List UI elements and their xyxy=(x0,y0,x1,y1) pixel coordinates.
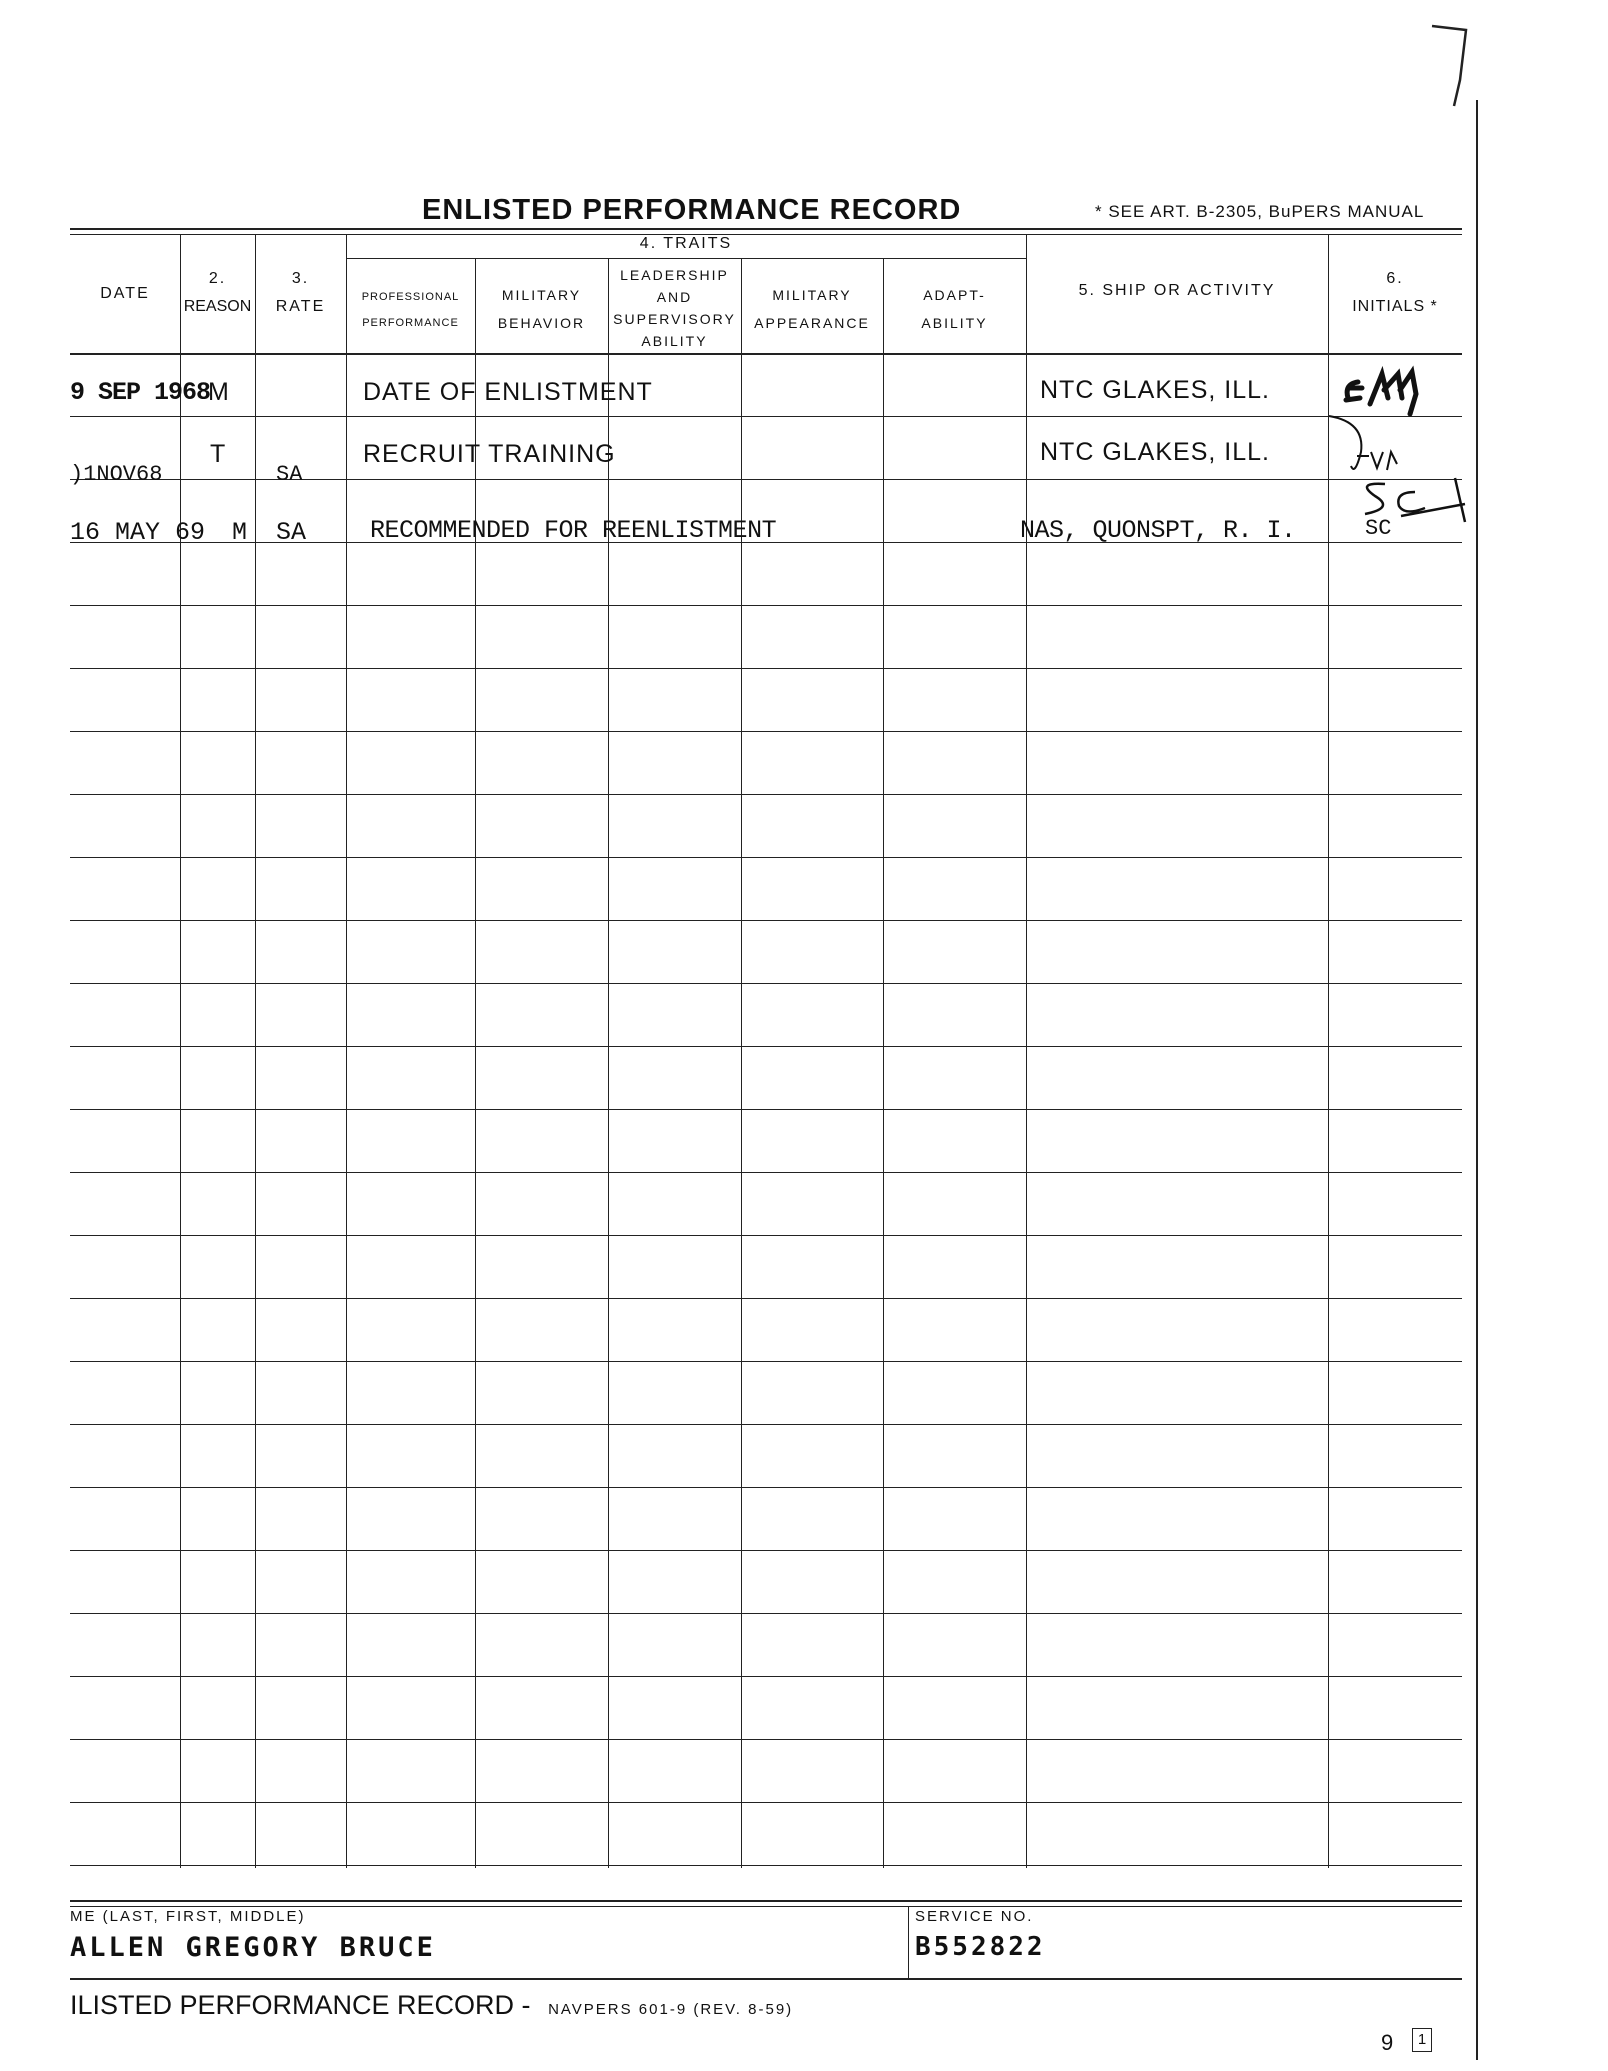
name-value: ALLEN GREGORY BRUCE xyxy=(70,1932,436,1963)
footer-form-title-text: ILISTED PERFORMANCE RECORD - xyxy=(70,1990,531,2020)
col-divider-mil-app xyxy=(741,258,742,1868)
service-number-value: B552822 xyxy=(915,1932,1046,1962)
header-rate-num: 3. xyxy=(291,270,310,287)
table-row-line xyxy=(70,1298,1462,1299)
table-top-border xyxy=(70,228,1462,230)
entry-2-rate: SA xyxy=(276,462,303,487)
table-row-line xyxy=(70,1487,1462,1488)
traits-divider xyxy=(346,258,1026,259)
entry-3-initials: SC xyxy=(1365,516,1392,541)
table-row-line xyxy=(70,416,1462,417)
table-row-line xyxy=(70,1676,1462,1677)
table-row-line xyxy=(70,668,1462,669)
entry-2-initials-signature xyxy=(1325,412,1475,530)
page-title: ENLISTED PERFORMANCE RECORD xyxy=(422,194,962,226)
name-block-top-border xyxy=(70,1900,1462,1902)
header-lead-1: LEADERSHIP xyxy=(620,267,729,283)
name-service-divider xyxy=(908,1906,909,1980)
col-divider-adapt xyxy=(883,258,884,1868)
table-row-line xyxy=(70,1739,1462,1740)
table-row-line xyxy=(70,794,1462,795)
header-reason-num: 2. xyxy=(208,270,227,287)
header-mil-beh-2: BEHAVIOR xyxy=(497,315,586,331)
entry-3-date: 16 MAY 69 xyxy=(70,518,206,547)
header-reason: REASON xyxy=(183,298,252,315)
header-bottom-border xyxy=(70,353,1462,355)
header-ship: 5. SHIP OR ACTIVITY xyxy=(1078,282,1276,299)
entry-1-remark: DATE OF ENLISTMENT xyxy=(363,378,653,406)
header-initials-num: 6. xyxy=(1386,270,1404,287)
entry-2-date: )1NOV68 xyxy=(70,462,163,487)
header-lead-4: ABILITY xyxy=(641,333,708,349)
table-row-line xyxy=(70,1550,1462,1551)
col-divider-lead xyxy=(608,258,609,1868)
page-number: 9 xyxy=(1381,2030,1394,2055)
table-row-line xyxy=(70,983,1462,984)
page-box: 1 xyxy=(1412,2028,1432,2052)
header-adapt-1: ADAPT- xyxy=(923,287,986,303)
entry-2-reason: T xyxy=(210,440,227,468)
header-date: DATE xyxy=(100,285,150,302)
table-row-line xyxy=(70,1802,1462,1803)
entry-3-remark: RECOMMENDED FOR REENLISTMENT xyxy=(370,516,777,545)
entry-2-ship: NTC GLAKES, ILL. xyxy=(1040,438,1270,466)
entry-1-reason: M xyxy=(208,378,230,406)
header-rate: RATE xyxy=(275,298,326,315)
table-row-line xyxy=(70,920,1462,921)
entry-1-date: 9 SEP 1968 xyxy=(70,378,211,407)
page-edge xyxy=(1476,100,1478,2060)
table-row-line xyxy=(70,1235,1462,1236)
performance-table xyxy=(70,228,1462,1868)
col-divider-mil-beh xyxy=(475,258,476,1868)
name-block-top-border-inner xyxy=(70,1906,1462,1907)
table-row-line xyxy=(70,1865,1462,1866)
header-traits: 4. TRAITS xyxy=(639,235,733,252)
table-row-line xyxy=(70,857,1462,858)
table-row-line xyxy=(70,731,1462,732)
table-row-line xyxy=(70,1613,1462,1614)
entry-3-ship: NAS, QUONSPT, R. I. xyxy=(1020,516,1296,545)
table-row-line xyxy=(70,605,1462,606)
header-lead-3: SUPERVISORY xyxy=(613,311,736,327)
col-divider-rate xyxy=(255,234,256,1868)
table-row-line xyxy=(70,1361,1462,1362)
col-divider-traits xyxy=(346,234,347,1868)
entry-3-rate: SA xyxy=(276,518,307,547)
header-mil-app-2: APPEARANCE xyxy=(754,315,870,331)
header-initials: INITIALS * xyxy=(1352,298,1438,315)
table-row-line xyxy=(70,1172,1462,1173)
footer-form-number: NAVPERS 601-9 (REV. 8-59) xyxy=(548,2001,794,2018)
entry-1-ship: NTC GLAKES, ILL. xyxy=(1040,376,1270,404)
corner-mark xyxy=(1430,20,1470,110)
header-prof-1: PROFESSIONAL xyxy=(361,291,460,303)
entry-3-reason: M xyxy=(232,518,248,547)
col-divider-reason xyxy=(180,234,181,1868)
entry-2-remark: RECRUIT TRAINING xyxy=(363,440,616,468)
header-mil-app-1: MILITARY xyxy=(772,287,852,303)
name-label: ME (LAST, FIRST, MIDDLE) xyxy=(70,1908,306,1925)
table-row-line xyxy=(70,1424,1462,1425)
header-lead-2: AND xyxy=(656,289,693,305)
footer-form-title xyxy=(70,1990,793,2021)
header-mil-beh-1: MILITARY xyxy=(501,287,582,303)
table-row-line xyxy=(70,1046,1462,1047)
name-block-bottom-border xyxy=(70,1978,1462,1980)
service-number-label: SERVICE NO. xyxy=(915,1908,1034,1925)
header-adapt-2: ABILITY xyxy=(921,315,988,331)
name-block xyxy=(70,1900,1462,1980)
header-prof-2: PERFORMANCE xyxy=(362,317,459,329)
bupers-note: * SEE ART. B-2305, BuPERS MANUAL xyxy=(1095,202,1425,221)
table-row-line xyxy=(70,1109,1462,1110)
col-divider-ship xyxy=(1026,234,1027,1868)
